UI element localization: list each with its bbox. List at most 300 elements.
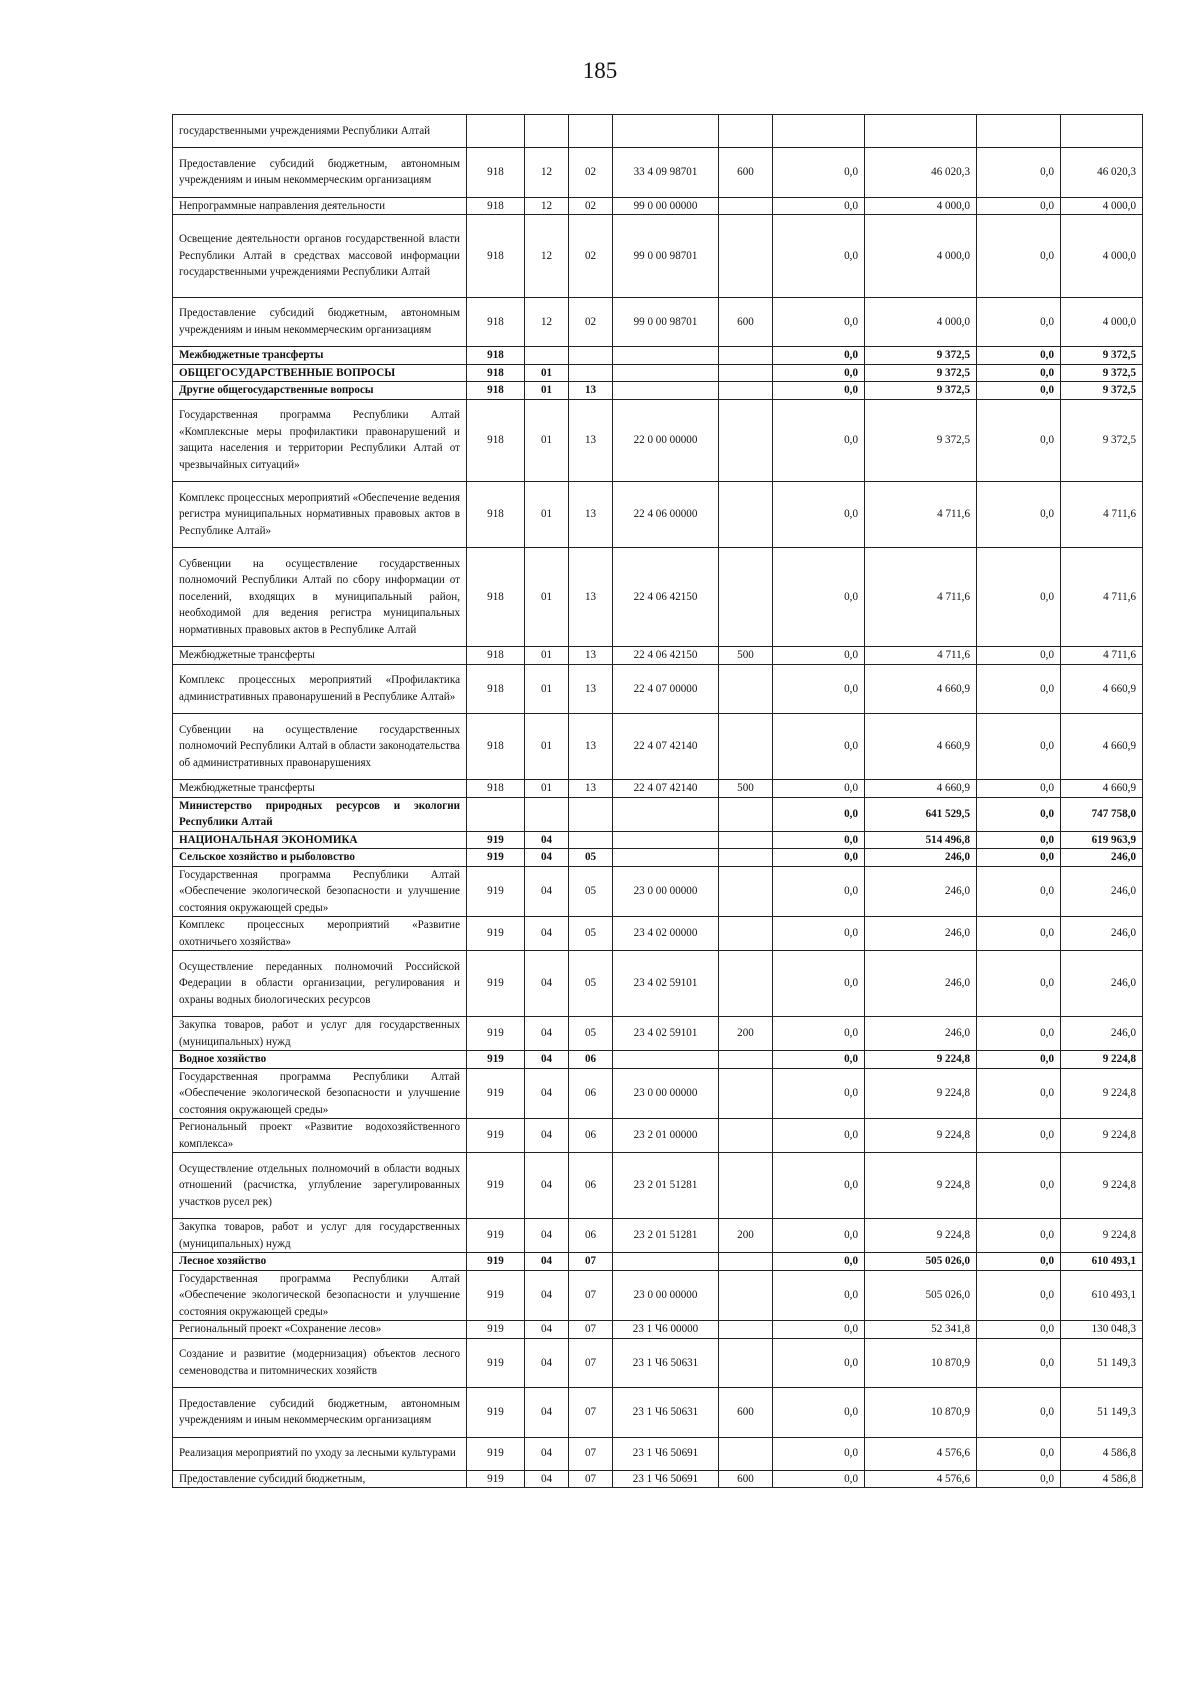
amount-cell-1: 0,0 [773,1338,865,1388]
amount-cell-3: 0,0 [977,197,1061,215]
expense-type-cell [719,1051,773,1069]
grbs-code-cell: 919 [467,1219,525,1253]
amount-cell-3: 0,0 [977,1270,1061,1321]
section-code-cell: 04 [525,866,569,917]
table-row [173,1253,1143,1271]
amount-cell-2: 505 026,0 [865,1253,977,1271]
amount-cell-2: 4 000,0 [865,215,977,298]
table-row [173,1051,1143,1069]
grbs-code-cell: 919 [467,1017,525,1051]
amount-cell-1: 0,0 [773,215,865,298]
row-name-cell: Лесное хозяйство [173,1253,467,1271]
amount-cell-2: 4 000,0 [865,297,977,347]
section-code-cell: 01 [525,399,569,482]
subsection-code-cell: 05 [569,849,613,867]
budget-table [172,114,1143,1488]
amount-cell-2: 52 341,8 [865,1321,977,1339]
amount-cell-1: 0,0 [773,1051,865,1069]
amount-cell-2: 246,0 [865,951,977,1017]
grbs-code-cell [467,797,525,831]
row-name-cell: Государственная программа Республики Алтай «Обеспечение экологической безопасности и улучшение состояния окружающей среды» [173,1270,467,1321]
amount-cell-2: 246,0 [865,866,977,917]
section-code-cell: 04 [525,1338,569,1388]
amount-cell-4: 4 711,6 [1061,548,1143,647]
target-article-cell [613,347,719,365]
section-code-cell: 12 [525,215,569,298]
row-name-cell: Министерство природных ресурсов и экологии Республики Алтай [173,797,467,831]
amount-cell-4 [1061,115,1143,148]
target-article-cell [613,364,719,382]
section-code-cell: 04 [525,1253,569,1271]
amount-cell-3: 0,0 [977,831,1061,849]
expense-type-cell: 600 [719,1388,773,1438]
subsection-code-cell [569,797,613,831]
amount-cell-1: 0,0 [773,1437,865,1470]
amount-cell-2: 4 711,6 [865,548,977,647]
grbs-code-cell: 918 [467,482,525,548]
target-article-cell: 23 4 02 59101 [613,1017,719,1051]
section-code-cell: 04 [525,1153,569,1219]
row-name-cell: Региональный проект «Развитие водохозяйственного комплекса» [173,1119,467,1153]
grbs-code-cell: 918 [467,399,525,482]
section-code-cell: 04 [525,1219,569,1253]
amount-cell-4: 4 660,9 [1061,664,1143,714]
amount-cell-2: 9 224,8 [865,1051,977,1069]
amount-cell-4: 4 000,0 [1061,197,1143,215]
table-row [173,347,1143,365]
section-code-cell: 04 [525,1470,569,1488]
amount-cell-1: 0,0 [773,1017,865,1051]
subsection-code-cell: 07 [569,1437,613,1470]
target-article-cell: 23 1 Ч6 50691 [613,1437,719,1470]
section-code-cell: 04 [525,1321,569,1339]
row-name-cell: Освещение деятельности органов государственной власти Республики Алтай в средствах массовой информации государственными учреждениями Республики Алтай [173,215,467,298]
amount-cell-1: 0,0 [773,664,865,714]
amount-cell-1: 0,0 [773,647,865,665]
amount-cell-1: 0,0 [773,866,865,917]
section-code-cell: 04 [525,1388,569,1438]
expense-type-cell: 500 [719,647,773,665]
row-name-cell: Непрограммные направления деятельности [173,197,467,215]
amount-cell-2: 505 026,0 [865,1270,977,1321]
subsection-code-cell: 13 [569,399,613,482]
amount-cell-3: 0,0 [977,1068,1061,1119]
expense-type-cell [719,1321,773,1339]
amount-cell-3: 0,0 [977,797,1061,831]
target-article-cell: 23 2 01 51281 [613,1153,719,1219]
amount-cell-2: 10 870,9 [865,1338,977,1388]
table-row [173,1068,1143,1119]
table-row [173,399,1143,482]
amount-cell-4: 4 586,8 [1061,1437,1143,1470]
subsection-code-cell [569,115,613,148]
row-name-cell: Осуществление отдельных полномочий в области водных отношений (расчистка, углубление зарегулированных участков русел рек) [173,1153,467,1219]
amount-cell-4: 51 149,3 [1061,1338,1143,1388]
table-row [173,115,1143,148]
target-article-cell: 22 4 07 00000 [613,664,719,714]
expense-type-cell: 600 [719,148,773,198]
amount-cell-4: 610 493,1 [1061,1253,1143,1271]
section-code-cell [525,797,569,831]
row-name-cell: Осуществление переданных полномочий Российской Федерации в области организации, регулирования и охраны водных биологических ресурсов [173,951,467,1017]
row-name-cell: Предоставление субсидий бюджетным, автономным учреждениям и иным некоммерческим организациям [173,297,467,347]
subsection-code-cell: 07 [569,1321,613,1339]
amount-cell-2: 9 224,8 [865,1219,977,1253]
amount-cell-1: 0,0 [773,1270,865,1321]
amount-cell-2: 46 020,3 [865,148,977,198]
table-row [173,364,1143,382]
subsection-code-cell: 02 [569,197,613,215]
grbs-code-cell: 919 [467,1470,525,1488]
amount-cell-4: 4 000,0 [1061,215,1143,298]
target-article-cell: 23 0 00 00000 [613,1270,719,1321]
row-name-cell: Предоставление субсидий бюджетным, [173,1470,467,1488]
amount-cell-3: 0,0 [977,399,1061,482]
amount-cell-3: 0,0 [977,1017,1061,1051]
amount-cell-3: 0,0 [977,1219,1061,1253]
subsection-code-cell: 13 [569,714,613,780]
amount-cell-3: 0,0 [977,714,1061,780]
amount-cell-4: 4 000,0 [1061,297,1143,347]
row-name-cell: ОБЩЕГОСУДАРСТВЕННЫЕ ВОПРОСЫ [173,364,467,382]
table-row [173,1119,1143,1153]
section-code-cell: 04 [525,831,569,849]
amount-cell-3: 0,0 [977,647,1061,665]
grbs-code-cell: 919 [467,1437,525,1470]
amount-cell-2: 9 224,8 [865,1153,977,1219]
table-row [173,714,1143,780]
amount-cell-3: 0,0 [977,1119,1061,1153]
amount-cell-4: 4 711,6 [1061,647,1143,665]
amount-cell-1: 0,0 [773,297,865,347]
section-code-cell: 01 [525,548,569,647]
grbs-code-cell: 918 [467,548,525,647]
section-code-cell: 04 [525,1017,569,1051]
row-name-cell: Сельское хозяйство и рыболовство [173,849,467,867]
target-article-cell: 22 4 06 42150 [613,548,719,647]
expense-type-cell: 200 [719,1219,773,1253]
amount-cell-2: 514 496,8 [865,831,977,849]
subsection-code-cell: 13 [569,647,613,665]
section-code-cell: 12 [525,148,569,198]
subsection-code-cell: 06 [569,1068,613,1119]
grbs-code-cell: 918 [467,714,525,780]
amount-cell-2: 9 224,8 [865,1119,977,1153]
amount-cell-4: 4 660,9 [1061,780,1143,798]
amount-cell-4: 4 711,6 [1061,482,1143,548]
amount-cell-2: 4 000,0 [865,197,977,215]
expense-type-cell [719,1253,773,1271]
amount-cell-4: 4 660,9 [1061,714,1143,780]
target-article-cell: 22 4 06 00000 [613,482,719,548]
amount-cell-1: 0,0 [773,831,865,849]
amount-cell-1: 0,0 [773,780,865,798]
amount-cell-3: 0,0 [977,215,1061,298]
section-code-cell [525,115,569,148]
expense-type-cell [719,1068,773,1119]
amount-cell-2: 4 711,6 [865,482,977,548]
expense-type-cell [719,714,773,780]
row-name-cell: Предоставление субсидий бюджетным, автономным учреждениям и иным некоммерческим организациям [173,148,467,198]
row-name-cell: Водное хозяйство [173,1051,467,1069]
amount-cell-1: 0,0 [773,1253,865,1271]
expense-type-cell [719,382,773,400]
amount-cell-4: 9 224,8 [1061,1119,1143,1153]
subsection-code-cell: 02 [569,148,613,198]
amount-cell-4: 246,0 [1061,849,1143,867]
row-name-cell: Закупка товаров, работ и услуг для государственных (муниципальных) нужд [173,1219,467,1253]
expense-type-cell: 500 [719,780,773,798]
row-name-cell: Государственная программа Республики Алтай «Комплексные меры профилактики правонарушений и защита населения и территории Республики Алтай от чрезвычайных ситуаций» [173,399,467,482]
target-article-cell [613,382,719,400]
subsection-code-cell: 06 [569,1219,613,1253]
section-code-cell: 01 [525,647,569,665]
expense-type-cell [719,831,773,849]
amount-cell-1: 0,0 [773,1119,865,1153]
table-row [173,548,1143,647]
amount-cell-3: 0,0 [977,1388,1061,1438]
amount-cell-1: 0,0 [773,399,865,482]
section-code-cell: 04 [525,1068,569,1119]
section-code-cell: 12 [525,197,569,215]
amount-cell-4: 9 372,5 [1061,382,1143,400]
expense-type-cell [719,664,773,714]
section-code-cell: 01 [525,364,569,382]
amount-cell-2: 9 372,5 [865,364,977,382]
amount-cell-1 [773,115,865,148]
amount-cell-1: 0,0 [773,548,865,647]
amount-cell-3: 0,0 [977,917,1061,951]
amount-cell-1: 0,0 [773,382,865,400]
table-row [173,1153,1143,1219]
grbs-code-cell: 918 [467,197,525,215]
amount-cell-4: 610 493,1 [1061,1270,1143,1321]
subsection-code-cell: 13 [569,780,613,798]
section-code-cell [525,347,569,365]
amount-cell-2: 9 372,5 [865,347,977,365]
target-article-cell [613,115,719,148]
table-row [173,1338,1143,1388]
row-name-cell: Межбюджетные трансферты [173,647,467,665]
row-name-cell: Комплекс процессных мероприятий «Развитие охотничьего хозяйства» [173,917,467,951]
expense-type-cell: 200 [719,1017,773,1051]
amount-cell-2: 246,0 [865,917,977,951]
section-code-cell: 04 [525,917,569,951]
amount-cell-1: 0,0 [773,364,865,382]
table-row [173,780,1143,798]
expense-type-cell [719,548,773,647]
amount-cell-3: 0,0 [977,1437,1061,1470]
amount-cell-3: 0,0 [977,1321,1061,1339]
amount-cell-1: 0,0 [773,1470,865,1488]
subsection-code-cell: 13 [569,548,613,647]
subsection-code-cell [569,364,613,382]
expense-type-cell: 600 [719,297,773,347]
row-name-cell: Предоставление субсидий бюджетным, автономным учреждениям и иным некоммерческим организациям [173,1388,467,1438]
target-article-cell: 22 0 00 00000 [613,399,719,482]
section-code-cell: 01 [525,382,569,400]
subsection-code-cell [569,831,613,849]
amount-cell-4: 46 020,3 [1061,148,1143,198]
section-code-cell: 04 [525,1270,569,1321]
subsection-code-cell: 07 [569,1338,613,1388]
grbs-code-cell: 918 [467,364,525,382]
amount-cell-2: 4 660,9 [865,664,977,714]
amount-cell-4: 9 224,8 [1061,1153,1143,1219]
grbs-code-cell: 919 [467,1051,525,1069]
amount-cell-1: 0,0 [773,347,865,365]
grbs-code-cell [467,115,525,148]
expense-type-cell [719,1119,773,1153]
section-code-cell: 04 [525,1051,569,1069]
grbs-code-cell: 919 [467,831,525,849]
subsection-code-cell: 07 [569,1270,613,1321]
amount-cell-1: 0,0 [773,797,865,831]
grbs-code-cell: 919 [467,1321,525,1339]
table-row [173,1219,1143,1253]
amount-cell-3: 0,0 [977,548,1061,647]
amount-cell-3: 0,0 [977,866,1061,917]
amount-cell-3 [977,115,1061,148]
section-code-cell: 01 [525,780,569,798]
expense-type-cell [719,482,773,548]
grbs-code-cell: 919 [467,951,525,1017]
amount-cell-4: 619 963,9 [1061,831,1143,849]
row-name-cell: Межбюджетные трансферты [173,780,467,798]
subsection-code-cell: 05 [569,1017,613,1051]
row-name-cell: Субвенции на осуществление государственных полномочий Республики Алтай в области законодательства об административных правонарушениях [173,714,467,780]
table-row [173,482,1143,548]
table-row [173,831,1143,849]
target-article-cell [613,1051,719,1069]
amount-cell-4: 9 224,8 [1061,1068,1143,1119]
amount-cell-3: 0,0 [977,347,1061,365]
table-row [173,1270,1143,1321]
target-article-cell: 23 1 Ч6 50631 [613,1338,719,1388]
subsection-code-cell [569,347,613,365]
amount-cell-2 [865,115,977,148]
row-name-cell: Комплекс процессных мероприятий «Обеспечение ведения регистра муниципальных нормативных правовых актов в Республике Алтай» [173,482,467,548]
table-row [173,647,1143,665]
grbs-code-cell: 918 [467,664,525,714]
amount-cell-2: 9 372,5 [865,399,977,482]
grbs-code-cell: 918 [467,215,525,298]
amount-cell-3: 0,0 [977,1153,1061,1219]
target-article-cell: 23 4 02 59101 [613,951,719,1017]
amount-cell-4: 9 224,8 [1061,1219,1143,1253]
expense-type-cell [719,917,773,951]
amount-cell-1: 0,0 [773,1388,865,1438]
table-row [173,1321,1143,1339]
amount-cell-4: 246,0 [1061,917,1143,951]
subsection-code-cell: 02 [569,215,613,298]
amount-cell-1: 0,0 [773,1321,865,1339]
subsection-code-cell: 05 [569,951,613,1017]
table-row [173,951,1143,1017]
grbs-code-cell: 919 [467,849,525,867]
amount-cell-1: 0,0 [773,148,865,198]
table-row [173,797,1143,831]
row-name-cell: НАЦИОНАЛЬНАЯ ЭКОНОМИКА [173,831,467,849]
subsection-code-cell: 06 [569,1119,613,1153]
amount-cell-3: 0,0 [977,1338,1061,1388]
target-article-cell: 23 1 Ч6 50631 [613,1388,719,1438]
expense-type-cell [719,797,773,831]
table-row [173,197,1143,215]
table-row [173,664,1143,714]
table-row [173,297,1143,347]
amount-cell-4: 9 372,5 [1061,364,1143,382]
grbs-code-cell: 919 [467,1253,525,1271]
amount-cell-2: 4 660,9 [865,714,977,780]
target-article-cell [613,831,719,849]
table-row [173,1470,1143,1488]
section-code-cell: 04 [525,1119,569,1153]
amount-cell-3: 0,0 [977,664,1061,714]
table-row [173,866,1143,917]
subsection-code-cell: 13 [569,382,613,400]
target-article-cell: 22 4 07 42140 [613,780,719,798]
target-article-cell: 33 4 09 98701 [613,148,719,198]
amount-cell-4: 747 758,0 [1061,797,1143,831]
section-code-cell: 04 [525,1437,569,1470]
amount-cell-3: 0,0 [977,364,1061,382]
table-row [173,849,1143,867]
expense-type-cell [719,364,773,382]
grbs-code-cell: 918 [467,780,525,798]
section-code-cell: 04 [525,951,569,1017]
expense-type-cell [719,849,773,867]
amount-cell-3: 0,0 [977,148,1061,198]
expense-type-cell [719,197,773,215]
expense-type-cell [719,347,773,365]
table-row [173,382,1143,400]
grbs-code-cell: 919 [467,1068,525,1119]
budget-table-body [173,115,1143,1488]
amount-cell-4: 51 149,3 [1061,1388,1143,1438]
amount-cell-4: 9 224,8 [1061,1051,1143,1069]
row-name-cell: Комплекс процессных мероприятий «Профилактика административных правонарушений в Республике Алтай» [173,664,467,714]
subsection-code-cell: 07 [569,1470,613,1488]
subsection-code-cell: 05 [569,917,613,951]
amount-cell-3: 0,0 [977,780,1061,798]
row-name-cell: Межбюджетные трансферты [173,347,467,365]
row-name-cell: государственными учреждениями Республики Алтай [173,115,467,148]
amount-cell-3: 0,0 [977,951,1061,1017]
subsection-code-cell: 13 [569,482,613,548]
subsection-code-cell: 02 [569,297,613,347]
grbs-code-cell: 919 [467,1153,525,1219]
grbs-code-cell: 919 [467,917,525,951]
amount-cell-1: 0,0 [773,482,865,548]
target-article-cell: 99 0 00 98701 [613,297,719,347]
amount-cell-2: 10 870,9 [865,1388,977,1438]
grbs-code-cell: 919 [467,1270,525,1321]
amount-cell-4: 246,0 [1061,951,1143,1017]
target-article-cell: 23 4 02 00000 [613,917,719,951]
section-code-cell: 01 [525,482,569,548]
target-article-cell: 99 0 00 00000 [613,197,719,215]
table-row [173,917,1143,951]
expense-type-cell [719,1437,773,1470]
amount-cell-4: 9 372,5 [1061,347,1143,365]
grbs-code-cell: 918 [467,148,525,198]
target-article-cell: 22 4 07 42140 [613,714,719,780]
grbs-code-cell: 918 [467,297,525,347]
amount-cell-3: 0,0 [977,849,1061,867]
amount-cell-1: 0,0 [773,1068,865,1119]
amount-cell-2: 246,0 [865,1017,977,1051]
